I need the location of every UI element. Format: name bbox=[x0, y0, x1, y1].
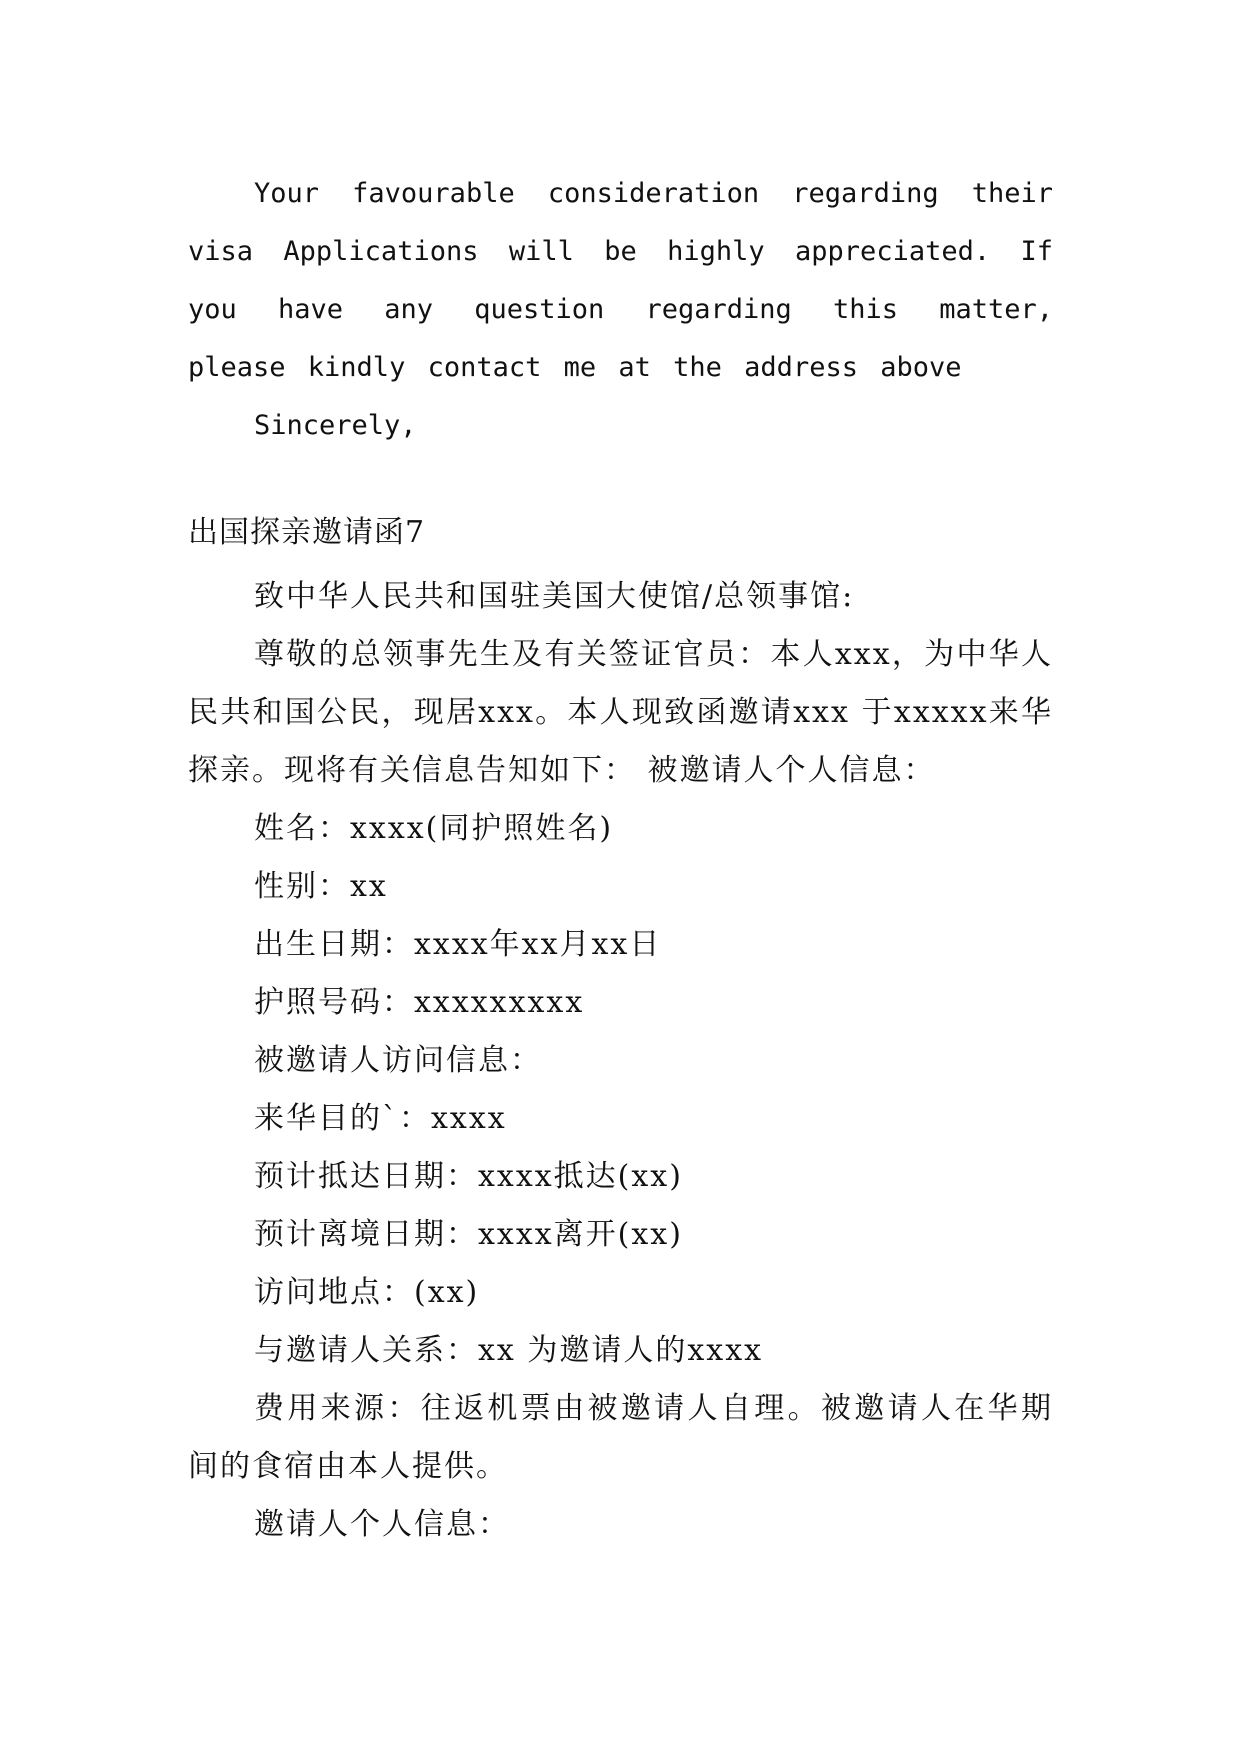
visit-location-field: 访问地点：(xx) bbox=[254, 1275, 480, 1310]
invitee-passport-field: 护照号码：xxxxxxxxx bbox=[254, 985, 585, 1020]
visit-departure-field: 预计离境日期：xxxx离开(xx) bbox=[254, 1217, 683, 1252]
english-sign-off: Sincerely, bbox=[254, 410, 417, 441]
invitee-name-field: 姓名：xxxx(同护照姓名) bbox=[254, 811, 614, 846]
visit-purpose-field: 来华目的`：xxxx bbox=[254, 1101, 507, 1136]
visit-info-heading: 被邀请人访问信息： bbox=[254, 1043, 542, 1078]
letter-salutation: 致中华人民共和国驻美国大使馆/总领事馆: bbox=[254, 579, 855, 614]
english-closing-paragraph: Your favourable consideration regarding their visa Applications will be highly appreciated. If you have any question regarding this matter, please kindly contact me at the address above bbox=[188, 178, 1053, 383]
expenses-paragraph: 费用来源：往返机票由被邀请人自理。被邀请人在华期间的食宿由本人提供。 bbox=[188, 1391, 1053, 1484]
english-letter-closing bbox=[188, 165, 1053, 455]
inviter-info-heading: 邀请人个人信息： bbox=[254, 1507, 510, 1542]
visit-relationship-field: 与邀请人关系：xx 为邀请人的xxxx bbox=[254, 1333, 764, 1368]
letter-title: 出国探亲邀请函7 bbox=[188, 515, 426, 550]
letter-intro-paragraph: 尊敬的总领事先生及有关签证官员：本人xxx，为中华人民共和国公民，现居xxx。本人现致函邀请xxx 于xxxxx来华探亲。现将有关信息告知如下： 被邀请人个人信息： bbox=[188, 637, 1053, 788]
invitee-birthdate-field: 出生日期：xxxx年xx月xx日 bbox=[254, 927, 662, 962]
visit-arrival-field: 预计抵达日期：xxxx抵达(xx) bbox=[254, 1159, 683, 1194]
invitee-gender-field: 性别：xx bbox=[254, 869, 388, 904]
chinese-letter-body bbox=[188, 568, 1053, 1554]
